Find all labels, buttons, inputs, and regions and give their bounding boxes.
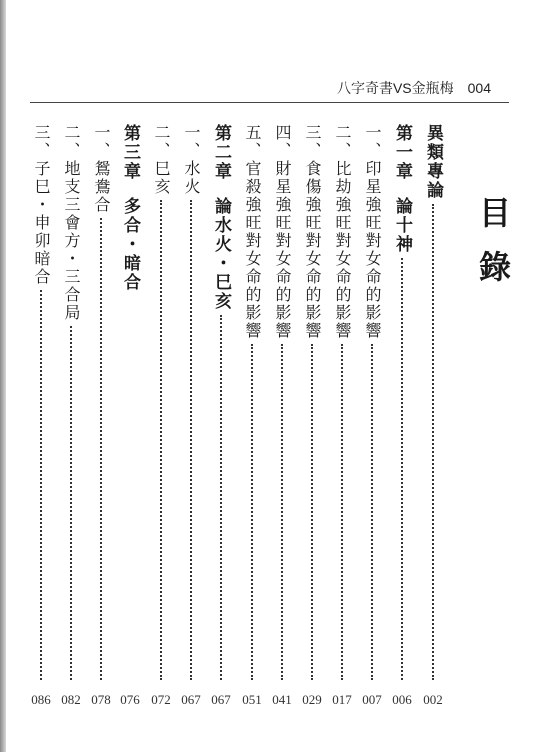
toc-page-number: 051 <box>242 692 262 707</box>
toc-entry-label: 三、子巳・申卯暗合 <box>32 124 51 286</box>
toc-page-number: 076 <box>120 692 140 707</box>
running-header <box>337 78 491 98</box>
toc-page-number: 007 <box>362 692 382 707</box>
header-page-number: 004 <box>467 80 491 96</box>
toc-entry-label: 二、比劫強旺對女命的影響 <box>333 124 352 340</box>
toc-chapter-label: 第三章 <box>120 124 140 181</box>
toc-chapter <box>117 124 143 680</box>
dot-leader <box>190 200 192 680</box>
toc-entry-label: 一、鴛鴦合 <box>92 124 111 214</box>
dot-leader <box>220 315 222 680</box>
dot-leader <box>70 326 72 680</box>
toc-page-number: 072 <box>151 692 171 707</box>
toc-entry-label: 一、印星強旺對女命的影響 <box>363 124 382 340</box>
toc-page-number: 078 <box>91 692 111 707</box>
toc-entry-label: 異類專論 <box>423 124 443 200</box>
toc-page-number: 067 <box>181 692 201 707</box>
toc-chapter-title: 多合・暗合 <box>120 197 140 292</box>
toc-entry <box>239 124 265 680</box>
toc-entry <box>420 124 446 680</box>
toc-page-number: 017 <box>332 692 352 707</box>
toc-entry <box>269 124 295 680</box>
page-edge-shadow <box>0 0 6 752</box>
toc-entry <box>28 124 54 680</box>
toc-entry-label: 一、水火 <box>182 124 201 196</box>
toc-entry <box>329 124 355 680</box>
toc-chapter-label: 第一章 <box>392 124 412 181</box>
toc-page-number: 067 <box>211 692 231 707</box>
toc-chapter <box>389 124 415 680</box>
toc-entry-label: 二、地支三會方・三合局 <box>62 124 81 322</box>
book-title: 八字奇書VS金瓶梅 <box>336 80 454 96</box>
dot-leader <box>100 218 102 680</box>
toc-page-number: 086 <box>31 692 51 707</box>
dot-leader <box>432 204 434 680</box>
dot-leader <box>371 344 373 680</box>
dot-leader <box>311 344 313 680</box>
dot-leader <box>401 258 403 680</box>
toc-entry <box>88 124 114 680</box>
page-title: 目錄 <box>474 196 512 304</box>
toc-entry-label: 五、官殺強旺對女命的影響 <box>243 124 262 340</box>
toc-entry <box>58 124 84 680</box>
dot-leader <box>251 344 253 680</box>
toc-entry-label: 三、食傷強旺對女命的影響 <box>303 124 322 340</box>
toc-chapter-label: 第二章 <box>211 124 231 181</box>
toc-entry <box>359 124 385 680</box>
toc-page-number: 082 <box>61 692 81 707</box>
toc-entry <box>148 124 174 680</box>
toc-page-number: 006 <box>392 692 412 707</box>
toc-page-number: 002 <box>423 692 443 707</box>
toc-page-number: 041 <box>272 692 292 707</box>
toc-entry <box>299 124 325 680</box>
dot-leader <box>341 344 343 680</box>
toc-entry-label: 二、巳亥 <box>152 124 171 196</box>
dot-leader <box>281 344 283 680</box>
toc-entry <box>178 124 204 680</box>
toc-entry-label: 四、財星強旺對女命的影響 <box>273 124 292 340</box>
toc-chapter-title: 論十神 <box>392 197 412 254</box>
dot-leader <box>160 200 162 680</box>
toc-chapter-title: 論水火・巳亥 <box>211 197 231 311</box>
toc-chapter <box>208 124 234 680</box>
toc-page-number: 029 <box>302 692 322 707</box>
dot-leader <box>40 290 42 680</box>
header-rule <box>30 102 509 103</box>
